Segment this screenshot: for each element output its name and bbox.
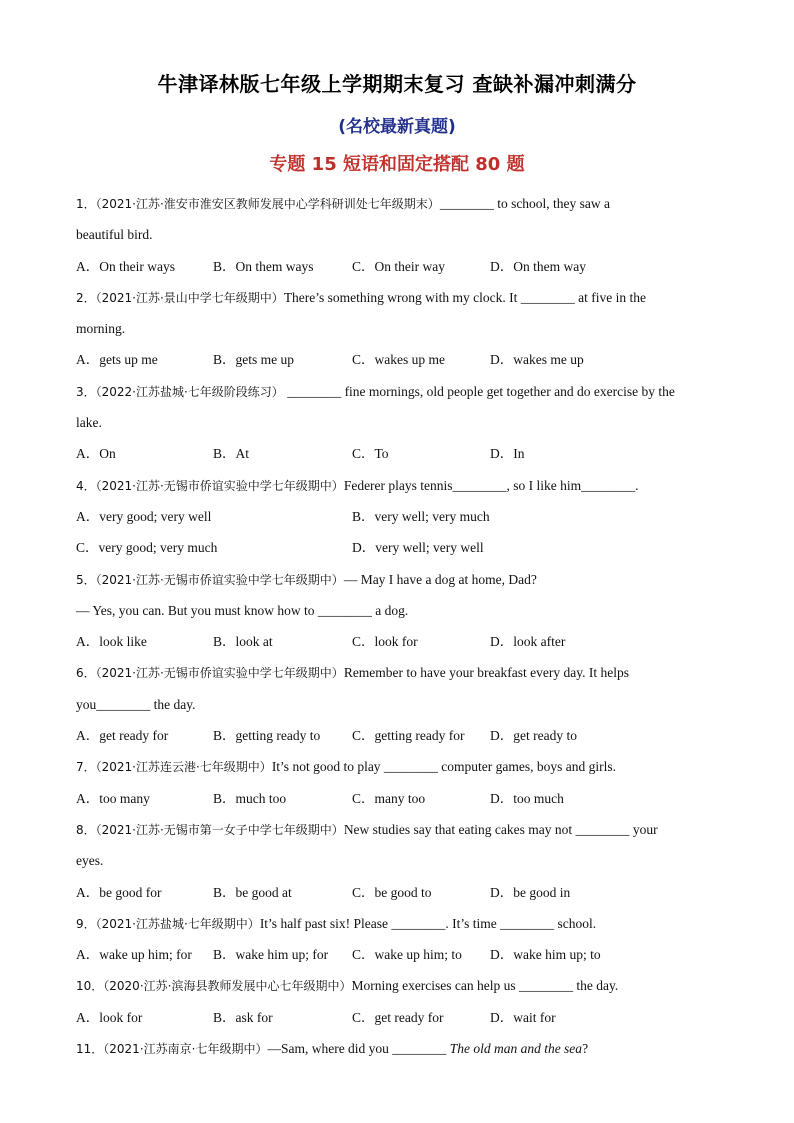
option-c: C．many too [352,790,426,806]
book-title: The old man and the sea [449,1041,583,1057]
option-a: A．too many [76,790,150,806]
question-text: It’s half past six! Please ________. It’s time ________ school. [259,915,597,931]
question-number: 8． [76,822,96,837]
option-c: C．On their way [352,258,445,274]
question-1 [76,188,726,219]
question-2 [76,282,726,313]
question-4 [76,470,726,501]
question-11 [76,1033,726,1064]
question-text-end: ? [582,1041,589,1057]
option-d: D．too much [490,790,564,806]
option-a: A．get ready for [76,728,169,744]
question-number: 2． [76,290,96,305]
option-a: A．wake up him; for [76,947,192,963]
question-text: Remember to have your breakfast every day. It helps [343,665,629,681]
option-c: C．getting ready for [352,728,465,744]
question-source: （2020·江苏·滨海县教师发展中心七年级期中） [103,979,352,994]
document-title: 牛津译林版七年级上学期期末复习 查缺补漏冲刺满分 [157,72,637,96]
question-source: （2021·江苏·无锡市第一女子中学七年级期中） [95,822,344,837]
question-source: （2022·江苏盐城·七年级阶段练习） [95,384,284,399]
option-c: C．wake up him; to [352,947,462,963]
option-a: A．On their ways [76,258,175,274]
option-d: D．very well; very well [352,540,484,556]
option-d: D．In [490,446,525,462]
question-source: （2021·江苏连云港·七年级期中） [95,760,272,775]
question-source: （2021·江苏南京·七年级期中） [103,1042,268,1057]
question-continuation: eyes. [76,853,104,869]
question-source: （2021·江苏·无锡市侨谊实验中学七年级期中） [95,666,344,681]
options-row [76,251,726,282]
question-number: 5． [76,572,96,587]
options-row [76,501,726,532]
option-d: D．wait for [490,1009,556,1025]
question-number: 9． [76,916,96,931]
option-b: B．very well; very much [352,508,490,524]
option-d: D．be good in [490,884,571,900]
options-row [76,344,726,375]
question-5 [76,564,726,595]
question-continuation: morning. [76,321,126,337]
question-text: ________ to school, they saw a [439,196,611,211]
options-row [76,626,726,657]
options-row [76,1002,726,1033]
question-source: （2021·江苏·无锡市侨谊实验中学七年级期中） [95,572,344,587]
question-source: （2021·江苏·景山中学七年级期中） [95,290,284,305]
topic-heading: 专题 15 短语和固定搭配 80 题 [269,154,525,175]
question-text: — May I have a dog at home, Dad? [343,571,537,587]
question-10 [76,970,726,1001]
question-number: 1． [76,197,96,211]
options-row [76,438,726,469]
question-source: （2021·江苏·淮安市淮安区教师发展中心学科研训处七年级期末） [95,197,440,211]
option-a: A．very good; very well [76,508,212,524]
option-d: D．look after [490,634,566,650]
option-b: B．look at [213,634,273,650]
option-c: C．To [352,446,389,462]
question-text: There’s something wrong with my clock. It ________ at five in the [283,289,646,305]
option-c: C．be good to [352,884,432,900]
options-row [76,532,726,563]
question-source: （2021·江苏·无锡市侨谊实验中学七年级期中） [95,478,344,493]
question-number: 3． [76,384,96,399]
question-text: Morning exercises can help us ________ the day. [351,978,619,994]
option-b: B．On them ways [213,258,314,274]
question-text: Federer plays tennis________, so I like him________. [343,477,639,493]
question-6 [76,657,726,688]
options-row [76,720,726,751]
option-d: D．On them way [490,258,586,274]
options-row [76,783,726,814]
option-c: C．look for [352,634,418,650]
option-b: B．be good at [213,884,292,900]
question-text: ________ fine mornings, old people get together and do exercise by the [283,383,675,399]
options-row [76,939,726,970]
option-d: D．wakes me up [490,352,584,368]
option-a: A．look like [76,634,147,650]
question-text: —Sam, where did you ________ [267,1041,450,1057]
option-a: A．On [76,446,116,462]
option-a: A．be good for [76,884,162,900]
option-b: B．wake him up; for [213,947,329,963]
options-row [76,877,726,908]
question-number: 4． [76,478,96,493]
question-3 [76,376,726,407]
question-9 [76,908,726,939]
option-b: B．much too [213,790,287,806]
question-continuation: beautiful bird. [76,227,153,243]
question-number: 7． [76,760,96,775]
question-list [76,188,726,1064]
question-source: （2021·江苏盐城·七年级期中） [95,916,260,931]
option-b: B．gets me up [213,352,294,368]
question-7 [76,751,726,782]
option-c: C．wakes up me [352,352,445,368]
document-subtitle: (名校最新真题) [338,117,456,137]
question-8 [76,814,726,845]
option-b: B．ask for [213,1009,273,1025]
question-text: It’s not good to play ________ computer games, boys and girls. [271,759,617,775]
question-number: 11． [76,1042,104,1057]
question-continuation: you________ the day. [76,696,196,712]
question-number: 10． [76,979,104,994]
option-a: A．look for [76,1009,143,1025]
option-d: D．wake him up; to [490,947,601,963]
option-d: D．get ready to [490,728,577,744]
option-c: C．very good; very much [76,540,218,556]
option-b: B．At [213,446,250,462]
option-b: B．getting ready to [213,728,321,744]
option-a: A．gets up me [76,352,158,368]
question-continuation: lake. [76,415,102,431]
option-c: C．get ready for [352,1009,444,1025]
question-text: New studies say that eating cakes may not ________ your [343,821,658,837]
question-continuation: — Yes, you can. But you must know how to ________ a dog. [76,602,409,618]
question-number: 6． [76,666,96,681]
